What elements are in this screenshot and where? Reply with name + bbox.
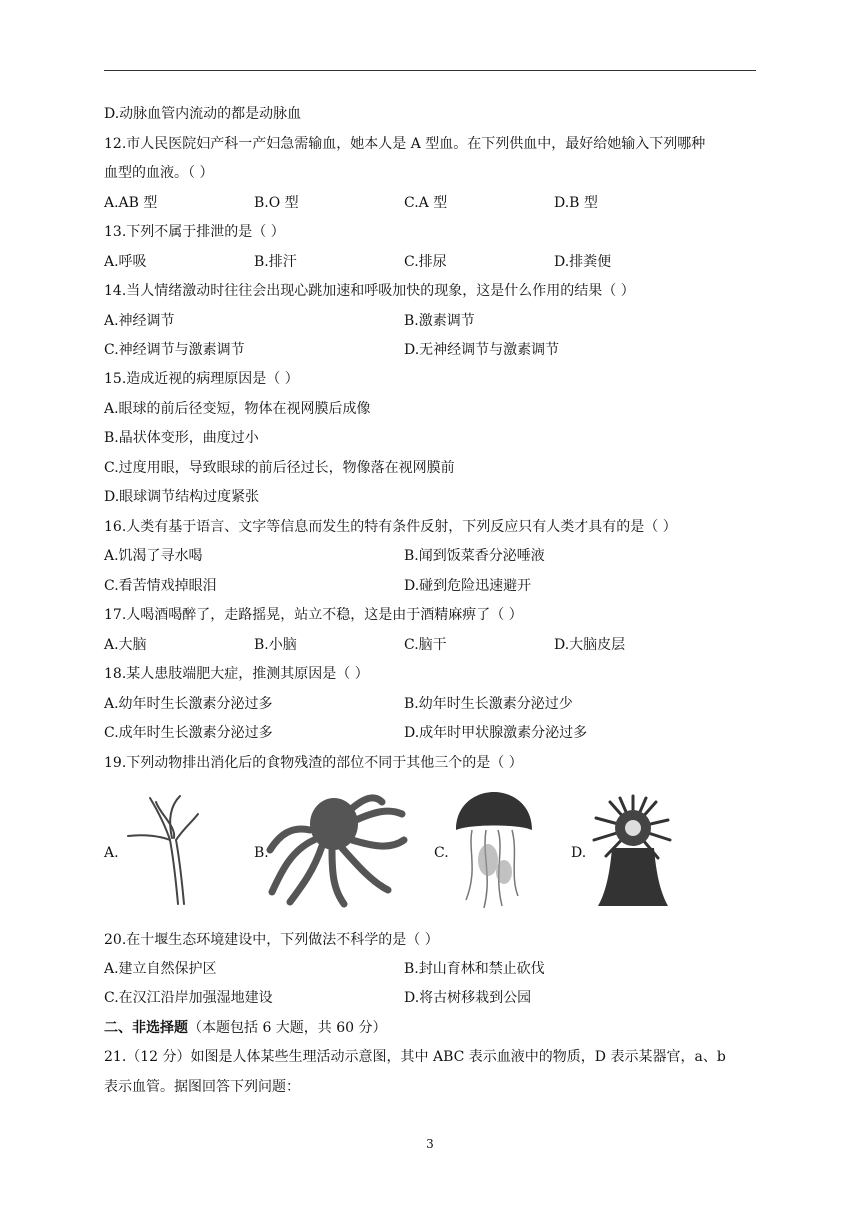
q19-label-d: D. xyxy=(571,845,587,861)
q18-option-a: A.幼年时生长激素分泌过多 xyxy=(104,696,273,712)
section2-note: （本题包括 6 大题，共 60 分） xyxy=(188,1020,387,1036)
q18-stem: 18.某人患肢端肥大症，推测其原因是（ ） xyxy=(104,666,369,682)
q18-option-c: C.成年时生长激素分泌过多 xyxy=(104,725,273,741)
q20-option-c: C.在汉江沿岸加强湿地建设 xyxy=(104,990,273,1006)
sea-anemone-image xyxy=(588,792,678,910)
q12-option-a: A.AB 型 xyxy=(104,195,158,211)
q16-option-d: D.碰到危险迅速避开 xyxy=(404,578,532,594)
q13-option-d: D.排粪便 xyxy=(554,254,612,270)
q19-label-a: A. xyxy=(104,845,119,861)
octopus-image xyxy=(262,790,412,910)
header-rule xyxy=(104,70,756,71)
q12-option-d: D.B 型 xyxy=(554,195,598,211)
q12-stem-line2: 血型的血液。（ ） xyxy=(104,165,214,181)
jellyfish-image xyxy=(448,790,538,912)
q16-stem: 16.人类有基于语言、文字等信息而发生的特有条件反射，下列反应只有人类才具有的是（ ） xyxy=(104,519,677,535)
section2-heading xyxy=(104,1018,387,1038)
q20-option-a: A.建立自然保护区 xyxy=(104,961,217,977)
q14-option-c: C.神经调节与激素调节 xyxy=(104,342,245,358)
q15-option-c: C.过度用眼，导致眼球的前后径过长，物像落在视网膜前 xyxy=(104,460,455,476)
q15-option-b: B.晶状体变形，曲度过小 xyxy=(104,430,259,446)
q16-option-a: A.饥渴了寻水喝 xyxy=(104,548,203,564)
q18-option-b: B.幼年时生长激素分泌过少 xyxy=(404,696,573,712)
q15-option-a: A.眼球的前后径变短，物体在视网膜后成像 xyxy=(104,401,371,417)
q21-line2: 表示血管。据图回答下列问题： xyxy=(104,1079,300,1095)
q19-label-b: B. xyxy=(254,845,269,861)
q14-option-b: B.激素调节 xyxy=(404,313,475,329)
q17-option-a: A.大脑 xyxy=(104,637,147,653)
q17-option-d: D.大脑皮层 xyxy=(554,637,626,653)
q19-label-c: C. xyxy=(434,845,449,861)
q21-line1: 21.（12 分）如图是人体某些生理活动示意图，其中 ABC 表示血液中的物质，D 表示某器官，a、b xyxy=(104,1049,726,1065)
q16-option-b: B.闻到饭菜香分泌唾液 xyxy=(404,548,545,564)
q17-option-b: B.小脑 xyxy=(254,637,297,653)
q19-stem: 19.下列动物排出消化后的食物残渣的部位不同于其他三个的是（ ） xyxy=(104,755,523,771)
q13-option-c: C.排尿 xyxy=(404,254,447,270)
q13-option-b: B.排汗 xyxy=(254,254,297,270)
page-number: 3 xyxy=(426,1137,434,1151)
q15-option-d: D.眼球调节结构过度紧张 xyxy=(104,489,260,505)
q16-option-c: C.看苦情戏掉眼泪 xyxy=(104,578,217,594)
q15-stem: 15.造成近视的病理原因是（ ） xyxy=(104,371,299,387)
q13-option-a: A.呼吸 xyxy=(104,254,147,270)
q17-option-c: C.脑干 xyxy=(404,637,447,653)
section2-title: 二、非选择题 xyxy=(104,1020,188,1036)
q17-stem: 17.人喝酒喝醉了，走路摇晃，站立不稳，这是由于酒精麻痹了（ ） xyxy=(104,607,523,623)
q20-stem: 20.在十堰生态环境建设中，下列做法不科学的是（ ） xyxy=(104,932,439,948)
hydra-image xyxy=(120,792,200,912)
q14-stem: 14.当人情绪激动时往往会出现心跳加速和呼吸加快的现象，这是什么作用的结果（ ） xyxy=(104,283,635,299)
q20-option-d: D.将古树移栽到公园 xyxy=(404,990,532,1006)
q13-stem: 13.下列不属于排泄的是（ ） xyxy=(104,224,285,240)
q12-stem-line1: 12.市人民医院妇产科一产妇急需输血，她本人是 A 型血。在下列供血中，最好给她输入下列哪种 xyxy=(104,136,706,152)
q18-option-d: D.成年时甲状腺激素分泌过多 xyxy=(404,725,588,741)
q12-option-c: C.A 型 xyxy=(404,195,448,211)
q14-option-a: A.神经调节 xyxy=(104,313,175,329)
q11-option-d: D.动脉血管内流动的都是动脉血 xyxy=(104,106,302,122)
q20-option-b: B.封山育林和禁止砍伐 xyxy=(404,961,545,977)
q14-option-d: D.无神经调节与激素调节 xyxy=(404,342,560,358)
q12-option-b: B.O 型 xyxy=(254,195,299,211)
